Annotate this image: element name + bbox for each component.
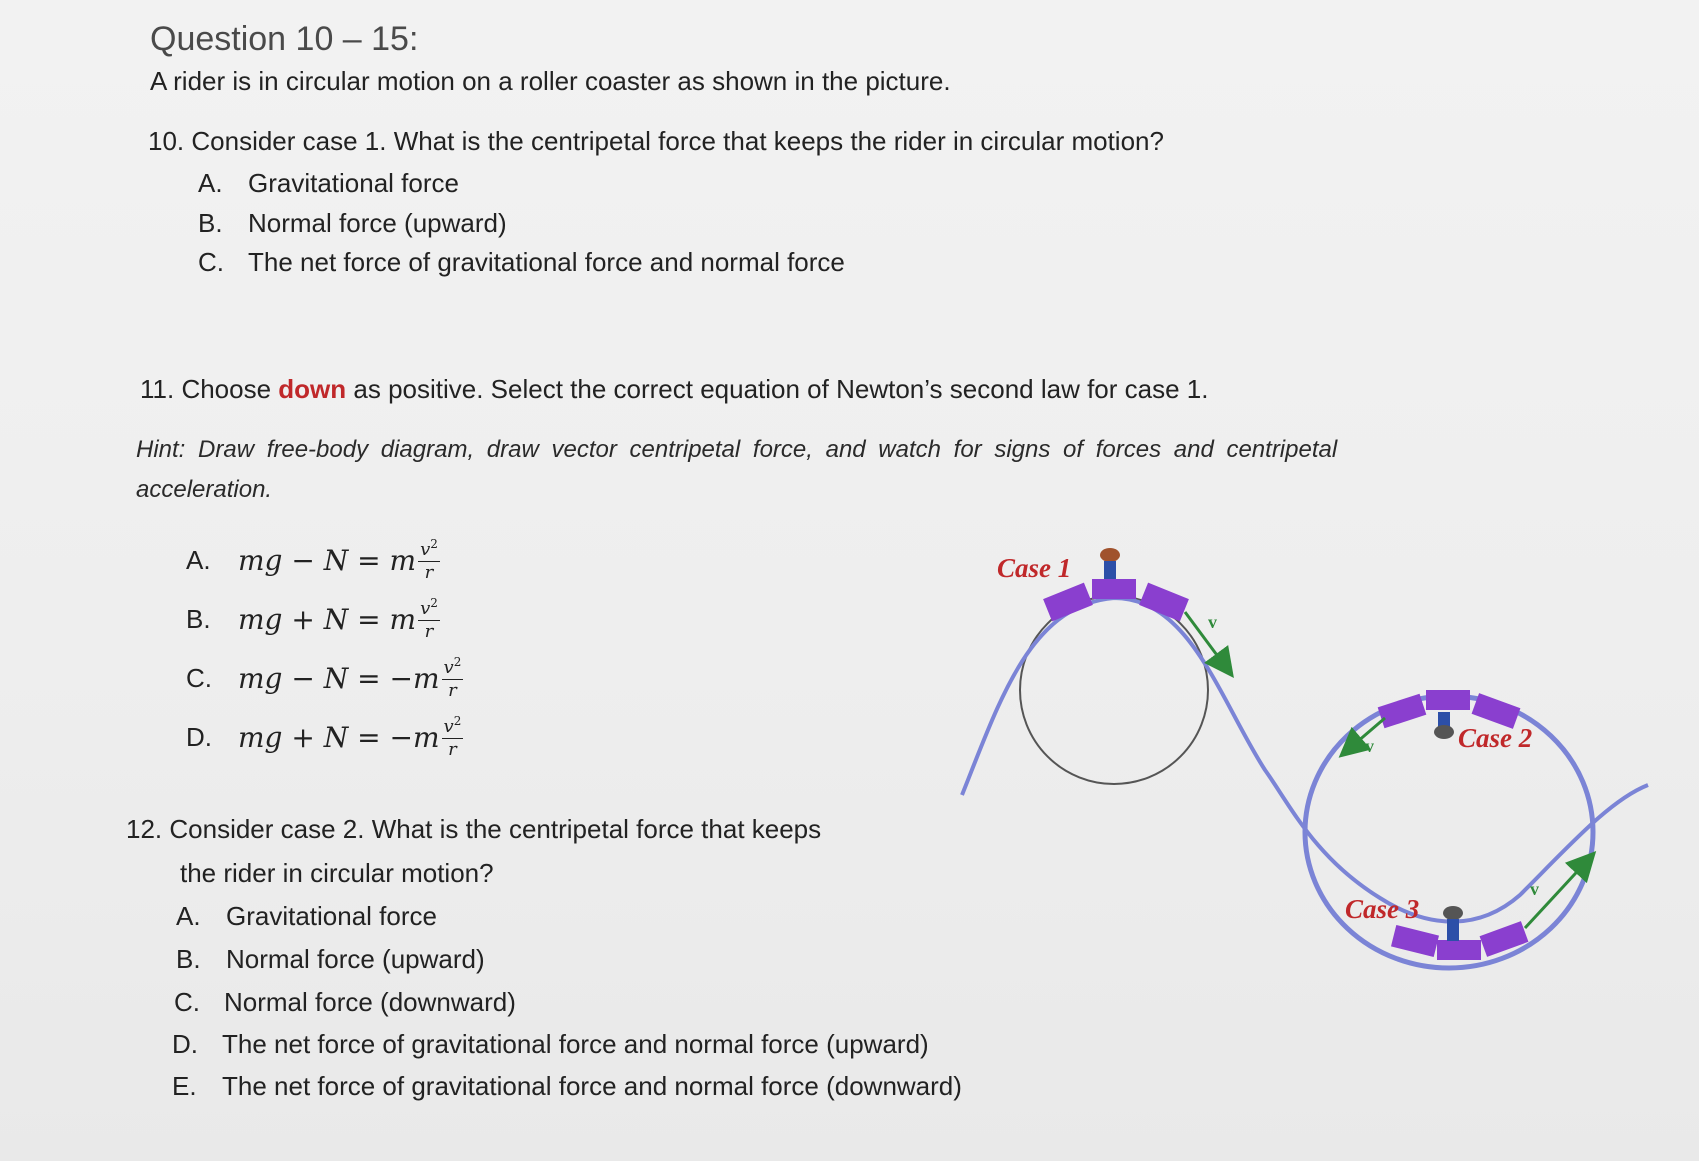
case3-velocity-label: v xyxy=(1530,879,1539,899)
case3-rider xyxy=(1443,906,1463,941)
option-text: Gravitational force xyxy=(226,901,437,931)
option-letter: B. xyxy=(176,944,201,974)
case1-rider xyxy=(1100,548,1120,579)
track-hill xyxy=(962,598,1648,922)
fraction-denominator: r xyxy=(448,739,457,760)
option-letter: B. xyxy=(198,208,223,238)
fraction-denominator: r xyxy=(448,680,457,701)
equation-lhs: mg − N = xyxy=(238,661,381,695)
case1-velocity-arrow xyxy=(1185,612,1225,666)
case1-car xyxy=(1043,579,1189,621)
option-text: The net force of gravitational force and normal force xyxy=(248,247,845,277)
intro-text: A rider is in circular motion on a roller coaster as shown in the picture. xyxy=(150,66,951,96)
case1-reference-circle xyxy=(1020,596,1208,784)
equation-lhs: mg + N = xyxy=(238,602,381,636)
fraction-denominator: r xyxy=(424,621,434,642)
equation-mass: m xyxy=(412,720,440,754)
option-text: The net force of gravitational force and normal force (downward) xyxy=(222,1071,962,1101)
option-letter: C. xyxy=(174,987,200,1017)
option-text: Gravitational force xyxy=(248,168,459,198)
q11-stem-emphasis: down xyxy=(278,374,347,404)
equation-sign: − xyxy=(389,720,413,754)
fraction-exponent: 2 xyxy=(453,714,462,728)
fraction-denominator: r xyxy=(424,562,434,583)
case2-label: Case 2 xyxy=(1458,723,1533,753)
equation-sign: − xyxy=(389,661,413,695)
q11-stem-pre: 11. Choose xyxy=(140,374,279,404)
option-text: The net force of gravitational force and normal force (upward) xyxy=(222,1029,929,1059)
fraction-numerator: v xyxy=(443,657,454,678)
q12-stem-line1: 12. Consider case 2. What is the centripetal force that keeps xyxy=(126,814,822,844)
fraction-numerator: v xyxy=(420,539,431,560)
fraction-numerator: v xyxy=(443,716,454,737)
option-letter: A. xyxy=(186,544,211,575)
page-title: Question 10 – 15: xyxy=(150,20,419,58)
case2-rider xyxy=(1434,712,1454,739)
option-letter: D. xyxy=(172,1029,198,1059)
equation-lhs: mg + N = xyxy=(238,720,381,754)
q12-stem-line2: the rider in circular motion? xyxy=(180,858,494,888)
equation-lhs: mg − N = xyxy=(238,543,381,577)
option-letter: A. xyxy=(198,168,223,198)
equation-mass: m xyxy=(412,661,440,695)
option-letter: C. xyxy=(186,662,212,693)
case1-label: Case 1 xyxy=(997,553,1072,583)
case3-label: Case 3 xyxy=(1345,894,1420,924)
q11-stem-post: as positive. Select the correct equation of Newton’s second law for case 1. xyxy=(346,374,1209,404)
option-letter: B. xyxy=(186,603,211,634)
q11-hint-line2: acceleration. xyxy=(136,476,273,503)
option-letter: D. xyxy=(186,721,212,752)
equation-mass: m xyxy=(389,602,417,636)
option-text: Normal force (downward) xyxy=(224,987,516,1017)
option-letter: C. xyxy=(198,247,224,277)
option-text: Normal force (upward) xyxy=(226,944,485,974)
equation-mass: m xyxy=(389,543,417,577)
fraction-numerator: v xyxy=(420,598,431,619)
fraction-exponent: 2 xyxy=(453,655,462,669)
q11-hint-line1: Hint: Draw free-body diagram, draw vector centripetal force, and watch for signs of forces and centripetal xyxy=(136,436,1338,463)
case2-velocity-label: v xyxy=(1365,736,1374,756)
option-text: Normal force (upward) xyxy=(248,208,507,238)
q10-stem: 10. Consider case 1. What is the centripetal force that keeps the rider in circular motion? xyxy=(148,126,1164,156)
option-letter: A. xyxy=(176,901,201,931)
fraction-exponent: 2 xyxy=(430,596,438,610)
option-letter: E. xyxy=(172,1071,197,1101)
case1-velocity-label: v xyxy=(1208,612,1217,632)
fraction-exponent: 2 xyxy=(430,537,438,551)
